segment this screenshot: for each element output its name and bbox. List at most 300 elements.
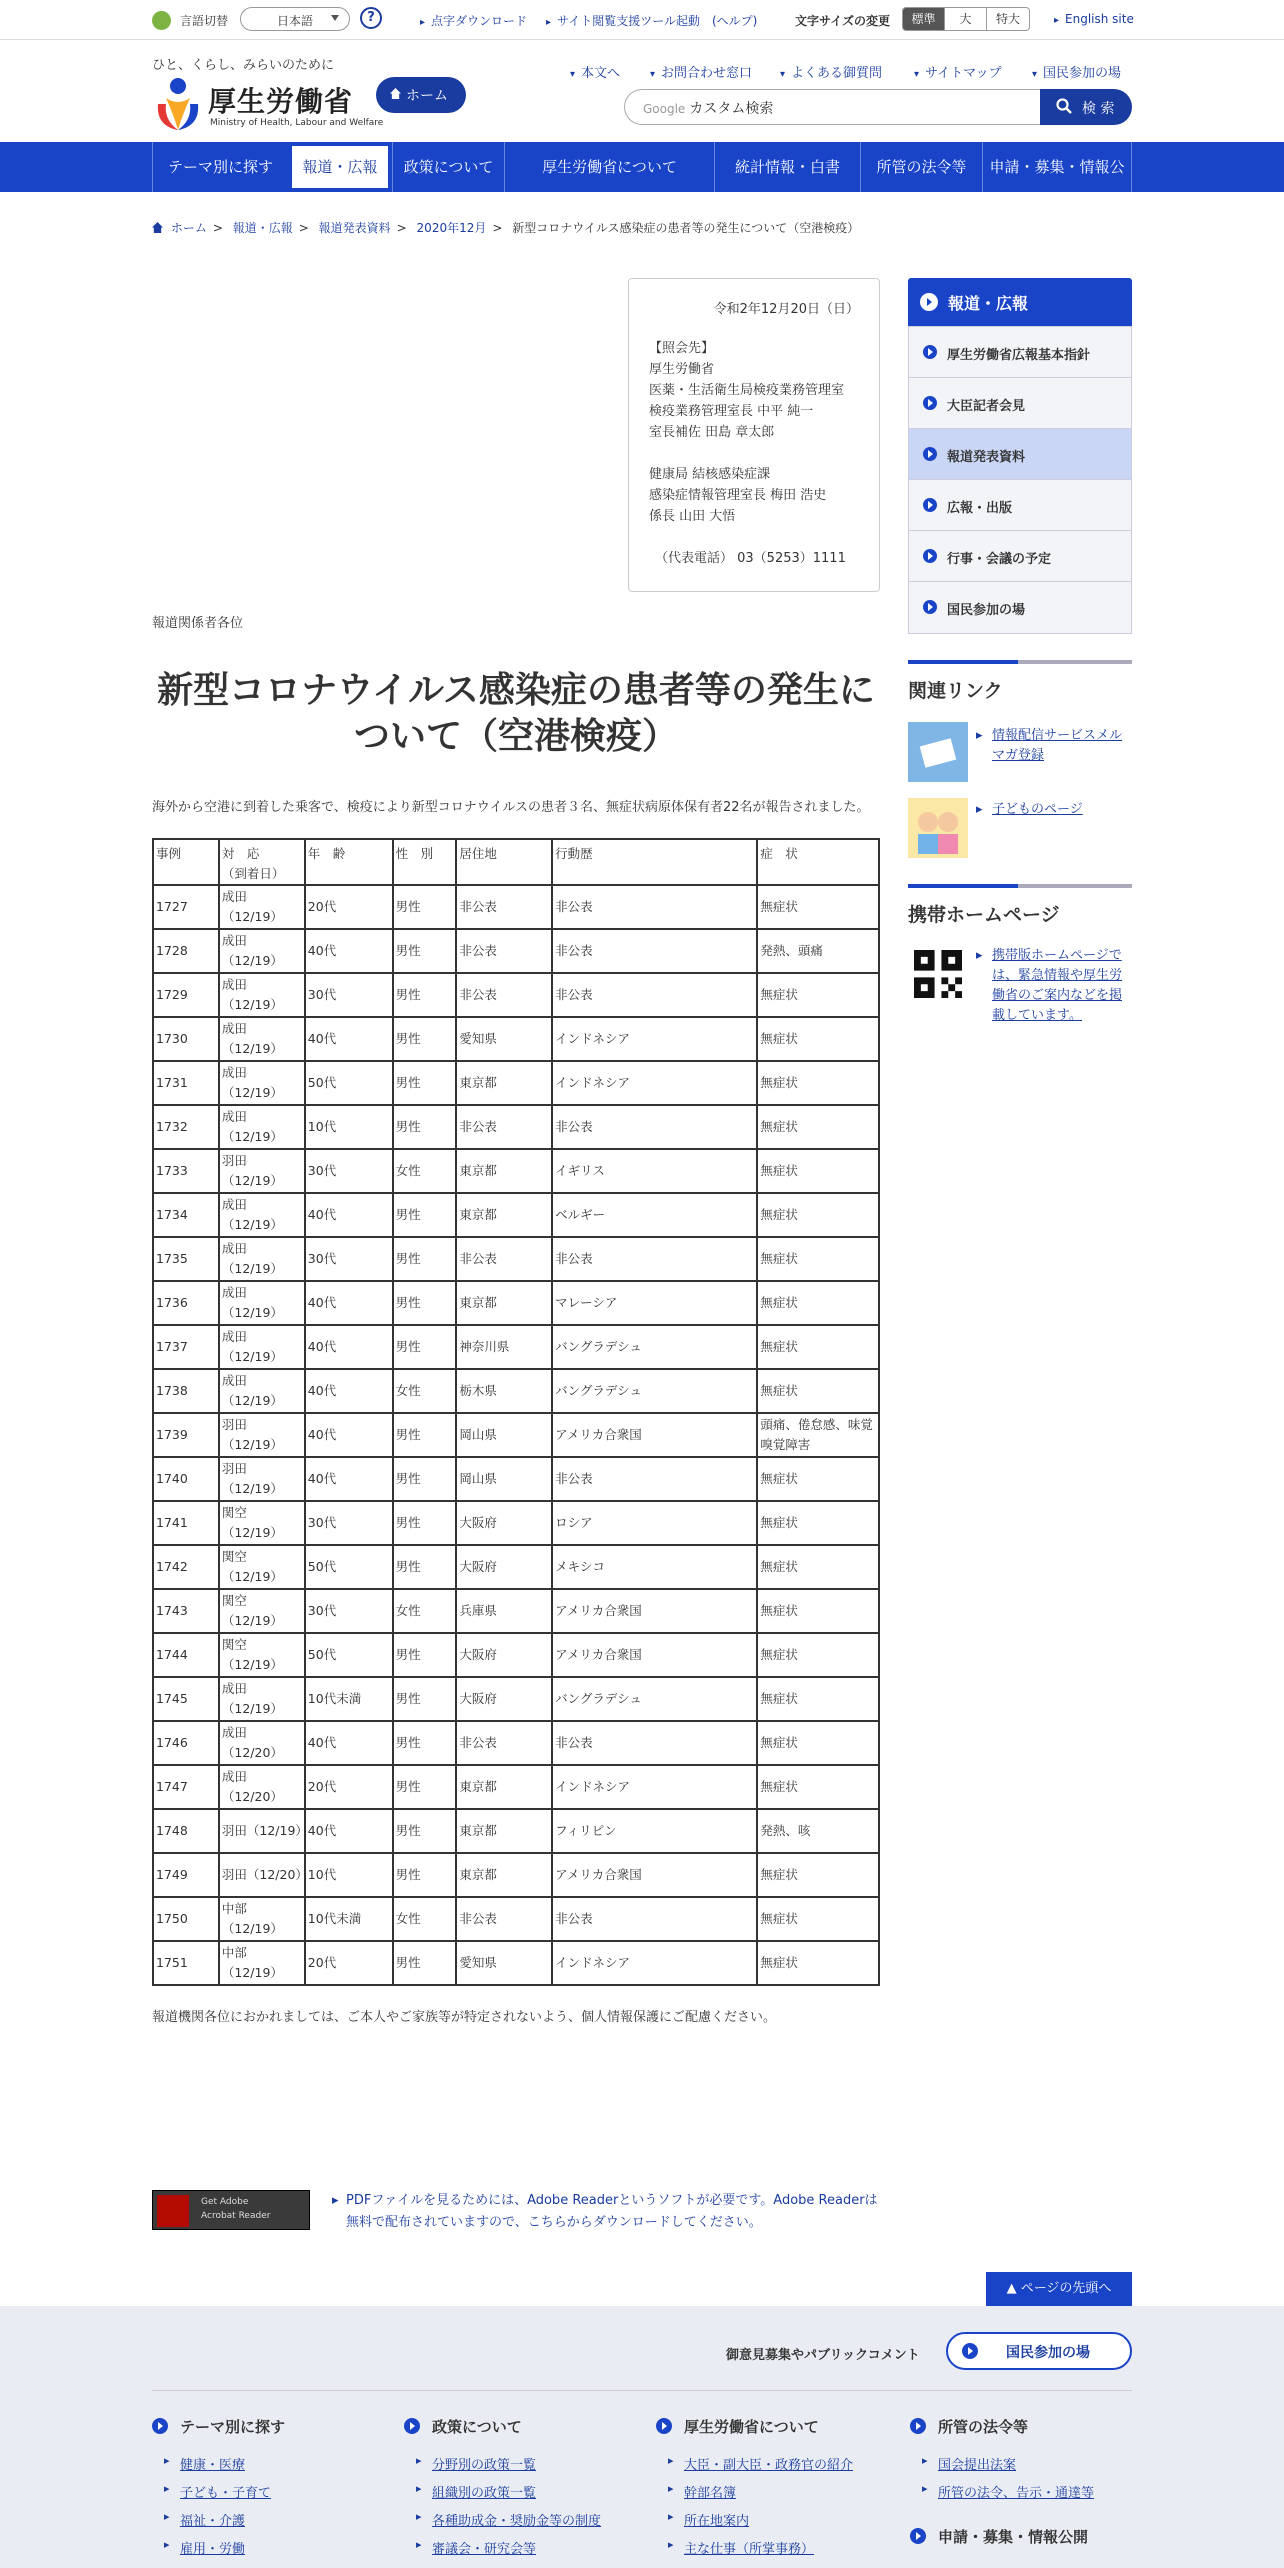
table-cell: 大阪府	[456, 1677, 552, 1721]
utility-bar	[0, 0, 1284, 40]
table-row	[153, 1501, 879, 1545]
table-cell: ベルギー	[552, 1193, 757, 1237]
arrow-circle-icon	[923, 498, 937, 512]
gnav-policy[interactable]: 政策について	[392, 142, 504, 192]
table-cell: 1727	[153, 885, 219, 929]
table-cell: 男性	[393, 1721, 457, 1765]
table-cell: 1729	[153, 973, 219, 1017]
table-cell: 羽田 （12/19）	[219, 1413, 305, 1457]
arrow-circle-icon	[923, 549, 937, 563]
table-cell: 男性	[393, 1105, 457, 1149]
public-participation-link[interactable]: ▾ 国民参加の場	[1032, 62, 1121, 81]
table-cell: アメリカ合衆国	[552, 1853, 757, 1897]
table-cell: 関空 （12/19）	[219, 1545, 305, 1589]
table-cell: 1728	[153, 929, 219, 973]
sidebar-item-events[interactable]: 行事・会議の予定	[909, 531, 1131, 582]
table-cell: 成田 （12/19）	[219, 929, 305, 973]
footer-link[interactable]: ▸ 各種助成金・奨励金等の制度	[416, 2510, 601, 2529]
breadcrumb-home[interactable]: ホーム	[170, 221, 207, 235]
table-header-row	[153, 839, 879, 885]
chevron-down-icon	[331, 15, 339, 21]
language-select[interactable]: 日本語	[240, 7, 350, 31]
table-cell: 30代	[305, 1149, 393, 1193]
table-row	[153, 973, 879, 1017]
arrow-circle-icon	[920, 293, 938, 311]
table-cell: 30代	[305, 1589, 393, 1633]
sidebar-item-pr-policy[interactable]: 厚生労働省広報基本指針	[909, 327, 1131, 378]
table-cell: 1743	[153, 1589, 219, 1633]
participation-button[interactable]: 国民参加の場	[946, 2332, 1132, 2370]
table-row	[153, 929, 879, 973]
table-cell: 大阪府	[456, 1545, 552, 1589]
table-cell: 1746	[153, 1721, 219, 1765]
table-cell: 非公表	[456, 929, 552, 973]
footer-col-about[interactable]: 厚生労働省について	[656, 2416, 819, 2437]
table-cell: インドネシア	[552, 1017, 757, 1061]
table-row	[153, 1457, 879, 1501]
table-cell: 男性	[393, 1237, 457, 1281]
table-cell: 男性	[393, 1193, 457, 1237]
table-row	[153, 1765, 879, 1809]
table-cell: 男性	[393, 1281, 457, 1325]
table-cell: 無症状	[757, 1501, 879, 1545]
footer-link[interactable]: ▸ 幹部名簿	[668, 2482, 736, 2501]
arrow-circle-icon	[923, 600, 937, 614]
table-cell: 発熱、頭痛	[757, 929, 879, 973]
table-cell: 神奈川県	[456, 1325, 552, 1369]
sidebar-item-publications[interactable]: 広報・出版	[909, 480, 1131, 531]
table-cell: 無症状	[757, 1677, 879, 1721]
table-cell: 羽田（12/19）	[219, 1809, 305, 1853]
table-cell: 40代	[305, 1721, 393, 1765]
adobe-reader-badge[interactable]: Get Adobe Acrobat Reader	[152, 2190, 310, 2230]
adobe-pdf-icon	[157, 2195, 189, 2227]
table-row	[153, 1809, 879, 1853]
table-cell: 20代	[305, 885, 393, 929]
table-cell: バングラデシュ	[552, 1325, 757, 1369]
table-cell: 1748	[153, 1809, 219, 1853]
sidebar-item-participation[interactable]: 国民参加の場	[909, 582, 1131, 633]
gnav-press[interactable]: 報道・広報	[292, 146, 388, 188]
table-cell: 1738	[153, 1369, 219, 1413]
table-cell: 男性	[393, 929, 457, 973]
table-cell: 40代	[305, 1457, 393, 1501]
table-row	[153, 885, 879, 929]
mhlw-logo-icon[interactable]	[152, 76, 204, 132]
qr-code-icon	[914, 950, 962, 998]
table-header-cell: 居住地	[456, 839, 552, 885]
table-cell: 非公表	[552, 1457, 757, 1501]
table-cell: 女性	[393, 1369, 457, 1413]
table-cell: 無症状	[757, 1017, 879, 1061]
contact-line: 厚生労働省	[649, 362, 715, 377]
arrow-circle-icon	[962, 2343, 978, 2359]
table-cell: 成田 （12/20）	[219, 1721, 305, 1765]
table-cell: 40代	[305, 1369, 393, 1413]
gnav-theme[interactable]: テーマ別に探す	[152, 142, 288, 192]
table-cell: 1733	[153, 1149, 219, 1193]
table-cell: 成田 （12/19）	[219, 1017, 305, 1061]
globe-icon	[152, 11, 171, 30]
site-logo-subtitle: Ministry of Health, Labour and Welfare	[210, 118, 384, 128]
table-cell: 羽田 （12/19）	[219, 1149, 305, 1193]
table-cell: 東京都	[456, 1853, 552, 1897]
table-cell: 男性	[393, 1809, 457, 1853]
table-cell: 無症状	[757, 1941, 879, 1985]
table-cell: 無症状	[757, 1061, 879, 1105]
gnav-laws[interactable]: 所管の法令等	[860, 142, 982, 192]
table-header-cell: 行動歴	[552, 839, 757, 885]
footer-link[interactable]: ▸ 組織別の政策一覧	[416, 2482, 536, 2501]
table-row	[153, 1413, 879, 1457]
arrow-circle-icon	[656, 2418, 672, 2434]
table-cell: メキシコ	[552, 1545, 757, 1589]
breadcrumb: ホーム > 報道・広報 > 報道発表資料 > 2020年12月 > 新型コロナウイルス感染症の患者等の発生について（空港検疫）	[152, 219, 859, 236]
gnav-about[interactable]: 厚生労働省について	[504, 142, 714, 192]
table-cell: 中部 （12/19）	[219, 1941, 305, 1985]
table-cell: 1732	[153, 1105, 219, 1149]
footer-link[interactable]: ▸ 子ども・子育て	[164, 2482, 271, 2501]
footer-col-applications[interactable]: 申請・募集・情報公開	[910, 2526, 1088, 2547]
table-cell: 非公表	[552, 1105, 757, 1149]
table-cell: 女性	[393, 1589, 457, 1633]
arrow-circle-icon	[923, 345, 937, 359]
footer-link[interactable]: ▸ 国会提出法案	[922, 2454, 1016, 2473]
mail-magazine-link[interactable]: ▸ 情報配信サービスメルマガ登録	[992, 726, 1132, 766]
table-cell: 栃木県	[456, 1369, 552, 1413]
table-cell: 30代	[305, 1237, 393, 1281]
font-size-xlarge-button[interactable]: 特大	[995, 12, 1020, 26]
table-cell: 10代	[305, 1105, 393, 1149]
table-cell: 岡山県	[456, 1457, 552, 1501]
table-cell: 成田 （12/20）	[219, 1765, 305, 1809]
table-cell: 1736	[153, 1281, 219, 1325]
contact-line: 検疫業務管理室長 中平 純一	[649, 404, 814, 419]
table-cell: 無症状	[757, 1633, 879, 1677]
table-row	[153, 1545, 879, 1589]
sidebar-item-press-conference[interactable]: 大臣記者会見	[909, 378, 1131, 429]
footer-link[interactable]: ▸ 所在地案内	[668, 2510, 749, 2529]
table-cell: 男性	[393, 1545, 457, 1589]
contact-line: 係長 山田 大悟	[649, 509, 736, 524]
home-icon	[390, 88, 401, 99]
kids-page-icon[interactable]	[908, 798, 968, 858]
table-row	[153, 1105, 879, 1149]
table-row	[153, 1061, 879, 1105]
table-cell: 非公表	[552, 885, 757, 929]
table-cell: 羽田 （12/19）	[219, 1457, 305, 1501]
table-cell: 関空 （12/19）	[219, 1501, 305, 1545]
divider	[908, 660, 1132, 664]
table-cell: 無症状	[757, 1281, 879, 1325]
table-cell: 1749	[153, 1853, 219, 1897]
table-cell: 1745	[153, 1677, 219, 1721]
table-cell: バングラデシュ	[552, 1369, 757, 1413]
breadcrumb-current: 新型コロナウイルス感染症の患者等の発生について（空港検疫）	[512, 221, 860, 235]
table-cell: 1742	[153, 1545, 219, 1589]
breadcrumb-month[interactable]: 2020年12月	[416, 221, 487, 235]
language-switch-label: 言語切替	[180, 14, 229, 28]
table-cell: 20代	[305, 1941, 393, 1985]
table-cell: 1751	[153, 1941, 219, 1985]
google-label: Google	[643, 102, 686, 116]
table-cell: アメリカ合衆国	[552, 1589, 757, 1633]
table-cell: 無症状	[757, 1105, 879, 1149]
home-icon	[152, 222, 163, 233]
table-cell: 無症状	[757, 973, 879, 1017]
table-cell: 男性	[393, 1501, 457, 1545]
gnav-statistics[interactable]: 統計情報・白書	[714, 142, 860, 192]
table-cell: 男性	[393, 1325, 457, 1369]
contact-heading: 【照会先】	[649, 341, 715, 356]
table-cell: 大阪府	[456, 1633, 552, 1677]
footer-col-policy[interactable]: 政策について	[404, 2416, 522, 2437]
table-cell: 1737	[153, 1325, 219, 1369]
table-cell: 1740	[153, 1457, 219, 1501]
table-cell: 無症状	[757, 1897, 879, 1941]
table-cell: 無症状	[757, 1721, 879, 1765]
table-cell: 男性	[393, 1941, 457, 1985]
table-row	[153, 1193, 879, 1237]
breadcrumb-press[interactable]: 報道・広報	[232, 221, 293, 235]
table-cell: 成田 （12/19）	[219, 1237, 305, 1281]
table-cell: 無症状	[757, 1193, 879, 1237]
table-cell: インドネシア	[552, 1061, 757, 1105]
breadcrumb-press-releases[interactable]: 報道発表資料	[318, 221, 391, 235]
font-size-large-button[interactable]: 大	[945, 8, 987, 30]
contact-line: 健康局 結核感染症課	[649, 467, 771, 482]
release-date: 令和2年12月20日（日）	[713, 302, 859, 317]
footer-link[interactable]: ▸ 主な仕事（所掌事務）	[668, 2538, 814, 2557]
divider	[908, 884, 1132, 888]
table-body	[153, 885, 879, 1985]
arrow-circle-icon	[923, 447, 937, 461]
table-cell: マレーシア	[552, 1281, 757, 1325]
table-cell: 30代	[305, 1501, 393, 1545]
table-cell: 非公表	[456, 1721, 552, 1765]
table-cell: 非公表	[456, 973, 552, 1017]
table-cell: 無症状	[757, 1237, 879, 1281]
privacy-note: 報道機関各位におかれましては、ご本人やご家族等が特定されないよう、個人情報保護にご配慮ください。	[152, 2010, 777, 2025]
cases-table	[152, 838, 880, 1986]
adobe-download-link[interactable]: ▸ PDFファイルを見るためには、Adobe Readerというソフトが必要です。Adobe Readerは無料で配布されていますので、こちらからダウンロードしてください。	[332, 2190, 880, 2234]
table-cell: アメリカ合衆国	[552, 1633, 757, 1677]
table-cell: 兵庫県	[456, 1589, 552, 1633]
table-cell: 頭痛、倦怠感、味覚嗅覚障害	[757, 1413, 879, 1457]
table-cell: 男性	[393, 1413, 457, 1457]
contact-window-link[interactable]: ▾ お問合わせ窓口	[650, 62, 752, 81]
table-cell: 関空 （12/19）	[219, 1633, 305, 1677]
site-logo-text[interactable]: 厚生労働省	[208, 85, 354, 118]
arrow-circle-icon	[152, 2418, 168, 2434]
table-cell: 40代	[305, 1809, 393, 1853]
table-cell: 50代	[305, 1633, 393, 1677]
arrow-circle-icon	[404, 2418, 420, 2434]
table-cell: 発熱、咳	[757, 1809, 879, 1853]
table-cell: 40代	[305, 1017, 393, 1061]
arrow-circle-icon	[910, 2418, 926, 2434]
sitemap-link[interactable]: ▾ サイトマップ	[914, 62, 1002, 81]
table-cell: 東京都	[456, 1061, 552, 1105]
sidebar-menu	[908, 326, 1132, 634]
table-row	[153, 1941, 879, 1985]
search-input[interactable]: Google カスタム検索	[624, 89, 1040, 125]
table-cell: 大阪府	[456, 1501, 552, 1545]
mobile-site-title: 携帯ホームページ	[908, 904, 1060, 926]
table-cell: 非公表	[456, 1237, 552, 1281]
global-nav	[0, 142, 1284, 226]
table-cell: 女性	[393, 1897, 457, 1941]
table-cell: 1730	[153, 1017, 219, 1061]
table-cell: フィリピン	[552, 1809, 757, 1853]
table-cell: 非公表	[552, 929, 757, 973]
table-cell: 無症状	[757, 1457, 879, 1501]
table-cell: 中部 （12/19）	[219, 1897, 305, 1941]
table-cell: 1750	[153, 1897, 219, 1941]
home-button[interactable]: ホーム	[376, 77, 466, 113]
contact-line: 医薬・生活衛生局検疫業務管理室	[649, 383, 845, 398]
table-cell: 男性	[393, 1061, 457, 1105]
table-header-cell: 年 齢	[305, 839, 393, 885]
table-cell: 成田 （12/19）	[219, 973, 305, 1017]
table-cell: 1747	[153, 1765, 219, 1809]
sidebar-item-press-releases[interactable]: 報道発表資料	[909, 429, 1131, 480]
table-cell: 50代	[305, 1061, 393, 1105]
table-cell: 男性	[393, 1853, 457, 1897]
table-header-cell: 事例	[153, 839, 219, 885]
table-cell: 羽田（12/20）	[219, 1853, 305, 1897]
table-row	[153, 1633, 879, 1677]
table-header-cell: 性 別	[393, 839, 457, 885]
table-cell: 愛知県	[456, 1941, 552, 1985]
page-top-button[interactable]: ▲ ページの先頭へ	[986, 2272, 1132, 2306]
table-row	[153, 1237, 879, 1281]
table-cell: 非公表	[552, 973, 757, 1017]
reading-tool-link[interactable]: ▸ サイト閲覧支援ツール起動 (ヘルプ)	[546, 12, 757, 29]
footer	[0, 2306, 1284, 2568]
table-cell: 女性	[393, 1149, 457, 1193]
help-icon[interactable]: ?	[360, 7, 382, 29]
table-cell: 40代	[305, 1193, 393, 1237]
table-cell: 無症状	[757, 1325, 879, 1369]
table-cell: 30代	[305, 973, 393, 1017]
table-row	[153, 1149, 879, 1193]
table-cell: 成田 （12/19）	[219, 1193, 305, 1237]
table-cell: 東京都	[456, 1149, 552, 1193]
table-cell: 非公表	[552, 1721, 757, 1765]
table-cell: 関空 （12/19）	[219, 1589, 305, 1633]
table-cell: 成田 （12/19）	[219, 1325, 305, 1369]
table-cell: 成田 （12/19）	[219, 1281, 305, 1325]
related-links-title: 関連リンク	[908, 680, 1003, 702]
page-title: 新型コロナウイルス感染症の患者等の発生について（空港検疫）	[157, 670, 875, 757]
mail-magazine-icon[interactable]	[908, 722, 968, 782]
table-cell: 東京都	[456, 1765, 552, 1809]
table-cell: 東京都	[456, 1193, 552, 1237]
table-cell: 非公表	[456, 1897, 552, 1941]
contact-line: 室長補佐 田島 章太郎	[649, 425, 775, 440]
mobile-site-link[interactable]: ▸ 携帯版ホームページでは、緊急情報や厚生労働省のご案内などを掲載しています。	[992, 946, 1132, 1026]
contact-line: 感染症情報管理室長 梅田 浩史	[649, 488, 827, 503]
font-size-switcher	[902, 7, 1030, 31]
skip-to-content-link[interactable]: ▾ 本文へ	[570, 62, 620, 81]
table-cell: 無症状	[757, 1545, 879, 1589]
table-cell: 1741	[153, 1501, 219, 1545]
footer-link[interactable]: ▸ 分野別の政策一覧	[416, 2454, 536, 2473]
table-cell: 10代	[305, 1853, 393, 1897]
table-row	[153, 1721, 879, 1765]
search-icon	[1056, 98, 1072, 114]
footer-link[interactable]: ▸ 所管の法令、告示・通達等	[922, 2482, 1094, 2501]
table-cell: 無症状	[757, 1149, 879, 1193]
table-cell: 無症状	[757, 1369, 879, 1413]
table-cell: 1739	[153, 1413, 219, 1457]
table-cell: 10代未満	[305, 1677, 393, 1721]
table-cell: 非公表	[456, 1105, 552, 1149]
table-cell: 成田 （12/19）	[219, 1677, 305, 1721]
table-row	[153, 1589, 879, 1633]
table-cell: 男性	[393, 973, 457, 1017]
footer-link[interactable]: ▸ 審議会・研究会等	[416, 2538, 536, 2557]
contact-phone: （代表電話） 03（5253）1111	[655, 551, 846, 566]
table-cell: 1731	[153, 1061, 219, 1105]
gnav-applications[interactable]: 申請・募集・情報公開	[982, 142, 1131, 192]
sidebar-heading[interactable]: 報道・広報	[908, 278, 1132, 326]
table-cell: インドネシア	[552, 1765, 757, 1809]
table-cell: 40代	[305, 1281, 393, 1325]
table-cell: 東京都	[456, 1281, 552, 1325]
footer-link[interactable]: ▸ 健康・医療	[164, 2454, 245, 2473]
table-cell: 20代	[305, 1765, 393, 1809]
table-row	[153, 1677, 879, 1721]
font-size-standard-button[interactable]: 標準	[903, 8, 945, 30]
table-cell: バングラデシュ	[552, 1677, 757, 1721]
footer-col-laws[interactable]: 所管の法令等	[910, 2416, 1028, 2437]
footer-link[interactable]: ▸ 福祉・介護	[164, 2510, 245, 2529]
footer-link[interactable]: ▸ 大臣・副大臣・政務官の紹介	[668, 2454, 853, 2473]
table-cell: 無症状	[757, 1853, 879, 1897]
footer-col-theme[interactable]: テーマ別に探す	[152, 2416, 285, 2437]
table-cell: アメリカ合衆国	[552, 1413, 757, 1457]
english-site-link[interactable]: ▸ English site	[1054, 12, 1134, 26]
table-cell: 愛知県	[456, 1017, 552, 1061]
table-row	[153, 1369, 879, 1413]
table-cell: 東京都	[456, 1809, 552, 1853]
arrow-circle-icon	[910, 2528, 926, 2544]
table-cell: 1734	[153, 1193, 219, 1237]
search-button[interactable]: 検 索	[1040, 89, 1132, 125]
table-cell: 40代	[305, 1325, 393, 1369]
table-row	[153, 1281, 879, 1325]
faq-link[interactable]: ▾ よくある御質問	[780, 62, 882, 81]
kids-page-link[interactable]: ▸ 子どものページ	[992, 800, 1132, 820]
table-cell: 成田 （12/19）	[219, 1105, 305, 1149]
table-cell: 無症状	[757, 1589, 879, 1633]
table-cell: 成田 （12/19）	[219, 1369, 305, 1413]
table-cell: イギリス	[552, 1149, 757, 1193]
braille-download-link[interactable]: ▸ 点字ダウンロード	[420, 12, 527, 29]
intro-text: 海外から空港に到着した乗客で、検疫により新型コロナウイルスの患者３名、無症状病原体保有者22名が報告されました。	[152, 800, 870, 815]
public-comment-label: 御意見募集やパブリックコメント	[726, 2348, 920, 2363]
font-size-label: 文字サイズの変更	[795, 14, 891, 28]
table-cell: 1735	[153, 1237, 219, 1281]
table-cell: 非公表	[456, 885, 552, 929]
footer-link[interactable]: ▸ 雇用・労働	[164, 2538, 245, 2557]
table-row	[153, 1897, 879, 1941]
table-cell: 男性	[393, 1677, 457, 1721]
table-row	[153, 1853, 879, 1897]
table-cell: 成田 （12/19）	[219, 885, 305, 929]
